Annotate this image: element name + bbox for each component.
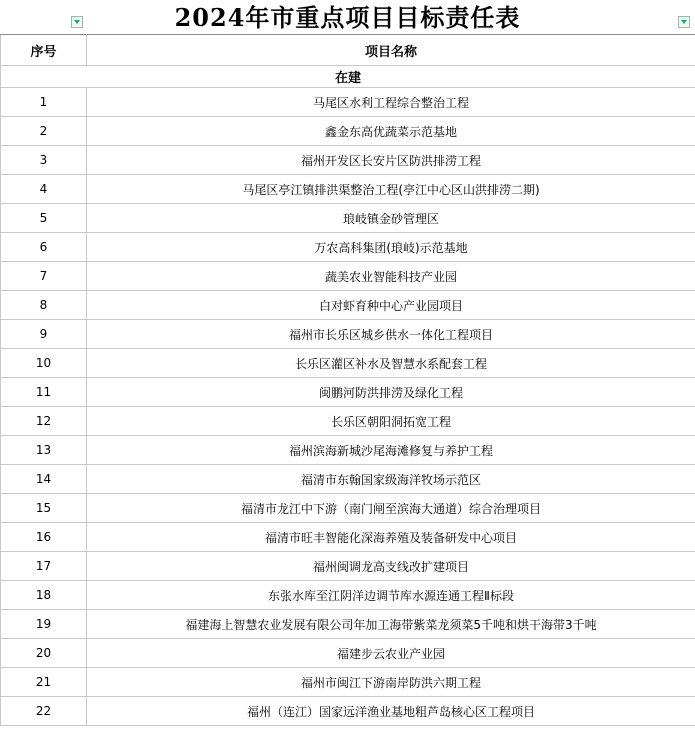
cell-seq[interactable]: 4 <box>1 175 87 204</box>
cell-seq[interactable]: 7 <box>1 262 87 291</box>
table-row <box>1 117 695 146</box>
cell-project-name[interactable]: 马尾区亭江镇排洪渠整治工程(亭江中心区山洪排涝二期) <box>87 175 695 204</box>
table-row <box>1 175 695 204</box>
cell-seq[interactable]: 18 <box>1 581 87 610</box>
table-row <box>1 581 695 610</box>
cell-project-name[interactable]: 福州开发区长安片区防洪排涝工程 <box>87 146 695 175</box>
filter-dropdown-icon[interactable] <box>71 16 83 28</box>
cell-project-name[interactable]: 福州市长乐区城乡供水一体化工程项目 <box>87 320 695 349</box>
column-header-seq[interactable]: 序号 <box>1 35 87 66</box>
filter-dropdown-icon[interactable] <box>678 16 690 28</box>
cell-project-name[interactable]: 福清市东翰国家级海洋牧场示范区 <box>87 465 695 494</box>
table-row <box>1 204 695 233</box>
cell-project-name[interactable]: 福州滨海新城沙尾海滩修复与养护工程 <box>87 436 695 465</box>
table-row <box>1 610 695 639</box>
cell-project-name[interactable]: 福州闽调龙高支线改扩建项目 <box>87 552 695 581</box>
cell-project-name[interactable]: 琅岐镇金砂管理区 <box>87 204 695 233</box>
cell-project-name[interactable]: 福清市旺丰智能化深海养殖及装备研发中心项目 <box>87 523 695 552</box>
table-row <box>1 349 695 378</box>
cell-project-name[interactable]: 福清市龙江中下游（南门闸至滨海大通道）综合治理项目 <box>87 494 695 523</box>
table-header-row <box>1 35 695 66</box>
table-row <box>1 697 695 726</box>
table-row <box>1 378 695 407</box>
cell-seq[interactable]: 3 <box>1 146 87 175</box>
table-row <box>1 262 695 291</box>
cell-seq[interactable]: 2 <box>1 117 87 146</box>
cell-seq[interactable]: 21 <box>1 668 87 697</box>
table-row <box>1 233 695 262</box>
table-row <box>1 436 695 465</box>
cell-seq[interactable]: 19 <box>1 610 87 639</box>
cell-project-name[interactable]: 福州市闽江下游南岸防洪六期工程 <box>87 668 695 697</box>
title-row <box>0 0 695 34</box>
cell-project-name[interactable]: 长乐区朝阳洞拓宽工程 <box>87 407 695 436</box>
table-row <box>1 146 695 175</box>
cell-seq[interactable]: 9 <box>1 320 87 349</box>
cell-seq[interactable]: 11 <box>1 378 87 407</box>
cell-project-name[interactable]: 长乐区灌区补水及智慧水系配套工程 <box>87 349 695 378</box>
cell-seq[interactable]: 1 <box>1 88 87 117</box>
cell-seq[interactable]: 5 <box>1 204 87 233</box>
cell-project-name[interactable]: 福建步云农业产业园 <box>87 639 695 668</box>
cell-seq[interactable]: 6 <box>1 233 87 262</box>
table-row <box>1 639 695 668</box>
table-row <box>1 88 695 117</box>
table-row <box>1 465 695 494</box>
cell-seq[interactable]: 12 <box>1 407 87 436</box>
cell-seq[interactable]: 16 <box>1 523 87 552</box>
cell-project-name[interactable]: 鑫金东高优蔬菜示范基地 <box>87 117 695 146</box>
cell-project-name[interactable]: 蔬美农业智能科技产业园 <box>87 262 695 291</box>
cell-project-name[interactable]: 福建海上智慧农业发展有限公司年加工海带紫菜龙须菜5千吨和烘干海带3千吨 <box>87 610 695 639</box>
cell-project-name[interactable]: 白对虾育种中心产业园项目 <box>87 291 695 320</box>
cell-project-name[interactable]: 东张水库至江阴洋边调节库水源连通工程Ⅱ标段 <box>87 581 695 610</box>
table-row <box>1 552 695 581</box>
table-row <box>1 494 695 523</box>
cell-project-name[interactable]: 福州（连江）国家远洋渔业基地粗芦岛核心区工程项目 <box>87 697 695 726</box>
cell-seq[interactable]: 20 <box>1 639 87 668</box>
cell-seq[interactable]: 15 <box>1 494 87 523</box>
section-row <box>1 66 695 88</box>
table-row <box>1 523 695 552</box>
cell-project-name[interactable]: 万农高科集团(琅岐)示范基地 <box>87 233 695 262</box>
cell-project-name[interactable]: 闽鹏河防洪排涝及绿化工程 <box>87 378 695 407</box>
cell-seq[interactable]: 8 <box>1 291 87 320</box>
project-table <box>0 34 695 726</box>
column-header-name[interactable]: 项目名称 <box>87 35 695 66</box>
page-title: 2024年市重点项目目标责任表 <box>174 3 521 32</box>
cell-seq[interactable]: 22 <box>1 697 87 726</box>
cell-seq[interactable]: 13 <box>1 436 87 465</box>
table-row <box>1 407 695 436</box>
cell-seq[interactable]: 10 <box>1 349 87 378</box>
section-label[interactable]: 在建 <box>1 66 695 88</box>
table-row <box>1 668 695 697</box>
table-row <box>1 291 695 320</box>
cell-project-name[interactable]: 马尾区水利工程综合整治工程 <box>87 88 695 117</box>
table-row <box>1 320 695 349</box>
cell-seq[interactable]: 14 <box>1 465 87 494</box>
cell-seq[interactable]: 17 <box>1 552 87 581</box>
